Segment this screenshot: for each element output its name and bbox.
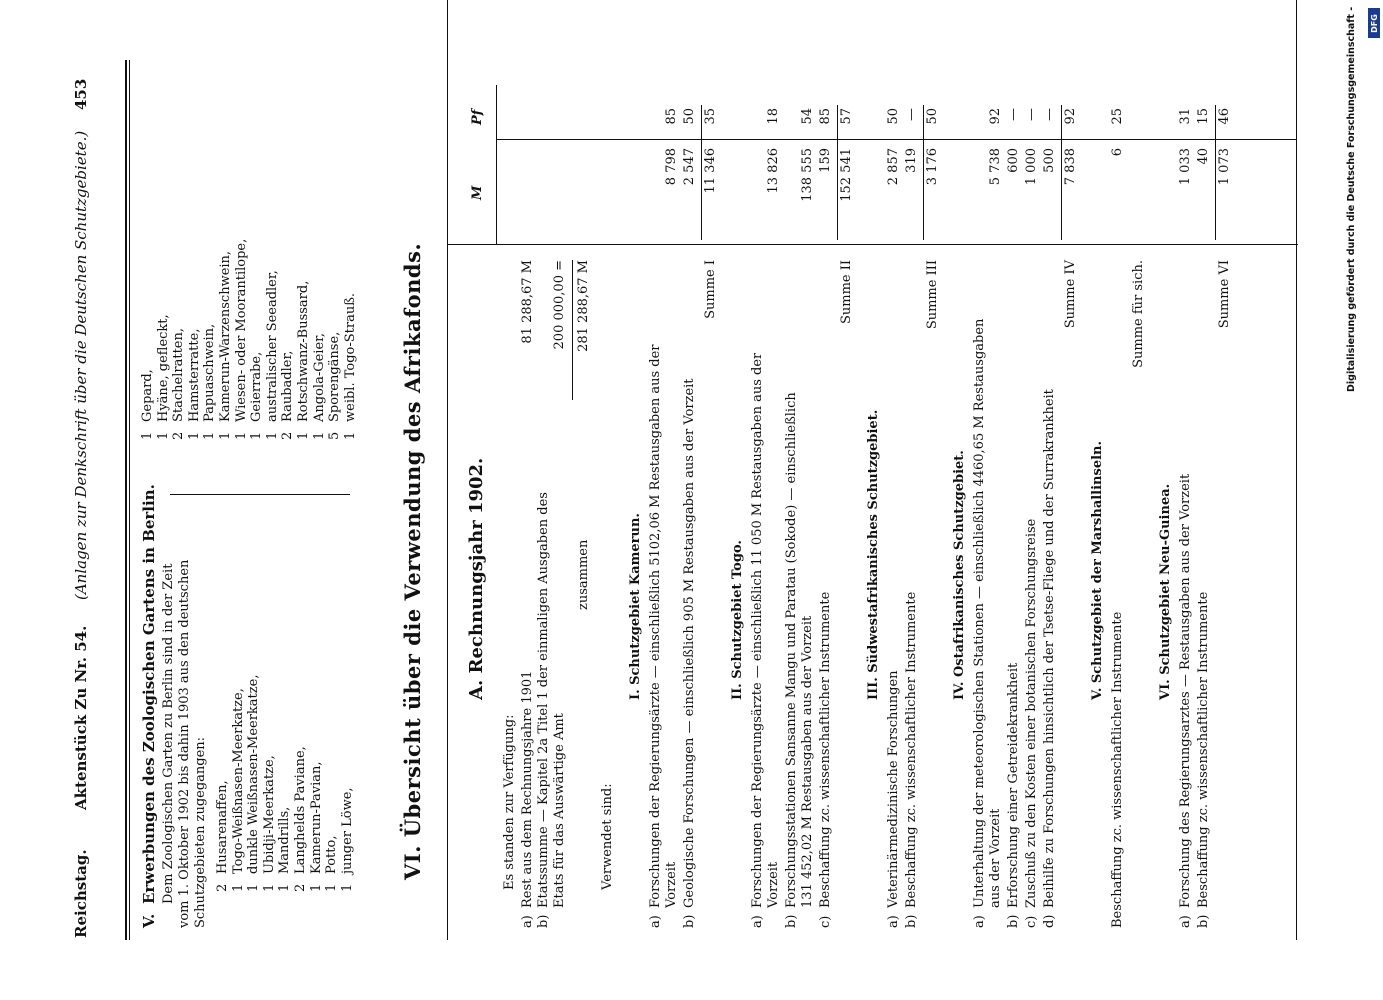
- animal-qty: 1: [233, 431, 249, 440]
- row-pf: —: [1042, 108, 1057, 121]
- animal-name: weibl. Togo-Strauß.: [342, 292, 358, 422]
- row-text: Beschaffung zc. wissenschaftlicher Instrumente: [1196, 591, 1211, 908]
- sum-label: Summe IV: [1063, 260, 1078, 329]
- animal-qty: 1: [339, 883, 355, 892]
- sum-mark: 11 346: [703, 148, 718, 194]
- animal-name: Sporengänse,: [327, 331, 343, 422]
- row-mark: 138 555: [800, 148, 815, 202]
- animal-qty: 1: [186, 431, 202, 440]
- row-label: b): [1006, 914, 1021, 928]
- row-mark: 600: [1006, 148, 1021, 173]
- animal-name: Hyäne, gefleckt,: [155, 314, 171, 422]
- animal-name: Papuaschwein,: [202, 323, 218, 422]
- animal-name: Kamerun-Warzenschwein,: [218, 250, 233, 422]
- row-pf: 54: [800, 108, 815, 125]
- animal-name: Togo-Weißnasen-Meerkatze,: [230, 688, 246, 874]
- dfg-logo: DFG: [1368, 8, 1380, 38]
- animal-name: Kamerun-Pavian,: [308, 761, 324, 874]
- animal-qty: 1: [261, 883, 277, 892]
- row-text: Unterhaltung der meteorologischen Stationen — einschließlich 4460,65 M Restausgaben: [972, 318, 987, 908]
- sum-label: Summe für sich.: [1131, 260, 1146, 368]
- row-pf: 31: [1178, 108, 1193, 125]
- row-mark: 6: [1110, 148, 1125, 157]
- row-mark: 319: [904, 148, 919, 173]
- animal-qty: 1: [277, 883, 293, 892]
- animal-qty: 1: [230, 883, 246, 892]
- animal-name: Raubadler,: [280, 350, 296, 422]
- row-mark: 159: [818, 148, 833, 173]
- zusammen-label: zusammen: [576, 539, 591, 610]
- animal-name: dunkle Weißnasen-Meerkatze,: [246, 674, 262, 874]
- sum-pf: 35: [703, 108, 718, 125]
- header-rule: [125, 60, 127, 940]
- animal-name: Hamsterratte,: [186, 328, 202, 422]
- row-text: Beschaffung zc. wissenschaftlicher Instrumente: [818, 591, 833, 908]
- row-text: Zuschuß zu den Kosten einer botanischen Forschungsreise: [1024, 518, 1039, 908]
- row-mark: 1 000: [1024, 148, 1039, 186]
- row-mark: 5 738: [988, 148, 1003, 186]
- table-top-rule: [447, 0, 448, 940]
- row-label: a): [972, 915, 987, 928]
- sum-label: Summe I: [703, 260, 718, 319]
- year-heading: A. Rechnungsjahr 1902.: [466, 457, 487, 700]
- row-text: Forschungen der Regierungsärzte — einschließlich 5102,06 M Restausgaben aus der: [648, 344, 663, 908]
- table-bottom-rule: [1296, 0, 1297, 940]
- row-pf: 15: [1196, 108, 1211, 125]
- row-pf: 50: [682, 108, 697, 125]
- row-pf: 92: [988, 108, 1003, 125]
- afrika-title: VI. Übersicht über die Verwendung des Afrikafonds.: [400, 242, 425, 880]
- zusammen-amount: 281 288,67 M: [576, 260, 591, 352]
- row-pf: 18: [766, 108, 781, 125]
- animal-qty: 1: [155, 431, 171, 440]
- section-heading: V. Schutzgebiet der Marshallinseln.: [1090, 440, 1105, 700]
- row-mark: 500: [1042, 148, 1057, 173]
- pf-column-rule: [496, 139, 1296, 140]
- row-label: c): [818, 915, 833, 928]
- animal-qty: 1: [218, 431, 233, 440]
- digitization-notice: Digitalisierung gefördert durch die Deutsche Forschungsgemeinschaft -: [1346, 6, 1357, 392]
- row-text: Beschaffung zc. wissenschaftlicher Instrumente: [904, 591, 919, 908]
- zoo-numeral: V.: [140, 913, 158, 928]
- animal-qty: 2: [171, 431, 187, 440]
- row-text: Forschung des Regierungsarztes — Restausgaben aus der Vorzeit: [1178, 473, 1193, 908]
- animal-qty: 2: [293, 883, 308, 892]
- animal-name: Wiesen- oder Moorantilope,: [233, 238, 249, 422]
- row-text: 131 452,02 M Restausgaben aus der Vorzeit: [800, 615, 815, 908]
- animal-name: Angola-Geier,: [311, 332, 327, 422]
- verwendet-label: Verwendet sind:: [600, 783, 615, 890]
- verfuegung-a-amount: 81 288,67 M: [520, 260, 535, 344]
- sum-rule: [1061, 105, 1062, 240]
- verfuegung-b-label: b): [536, 914, 551, 928]
- sum-pf: 92: [1063, 108, 1078, 125]
- row-text: Forschungsstationen Sansanne Mangu und Paratau (Sokode) — einschließlich: [784, 392, 799, 908]
- zoo-intro-1: Dem Zoologischen Garten zu Berlin sind in der Zeit: [161, 563, 176, 904]
- animal-qty: 5: [327, 431, 343, 440]
- row-label: a): [648, 915, 663, 928]
- header-left: Reichstag.: [72, 849, 90, 938]
- section-heading: II. Schutzgebiet Togo.: [730, 540, 745, 700]
- row-label: b): [904, 914, 919, 928]
- animal-name: Husarenaffen,: [215, 780, 230, 874]
- sum-label: Summe III: [925, 260, 940, 330]
- row-pf: 85: [664, 108, 679, 125]
- animal-qty: 1: [264, 431, 280, 440]
- animal-qty: 1: [308, 883, 324, 892]
- header-title: Aktenstück Zu Nr. 54.: [72, 625, 90, 810]
- animal-name: junger Löwe,: [339, 787, 355, 874]
- header-subtitle: (Anlagen zur Denkschrift über die Deutschen Schutzgebiete.): [72, 130, 90, 600]
- section-heading: VI. Schutzgebiet Neu-Guinea.: [1158, 483, 1173, 700]
- row-pf: 50: [886, 108, 901, 125]
- animal-name: australischer Seeadler,: [264, 270, 280, 422]
- row-text: Beschaffung zc. wissenschaftlicher Instrumente: [1110, 611, 1125, 928]
- sum-pf: 46: [1217, 108, 1232, 125]
- row-pf: —: [904, 108, 919, 121]
- verfuegung-intro: Es standen zur Verfügung:: [502, 714, 517, 890]
- zoo-intro-2: vom 1. Oktober 1902 bis dahin 1903 aus den deutschen: [177, 559, 192, 928]
- row-text: Forschungen der Regierungsärzte — einschließlich 11 050 M Restausgaben aus der: [750, 352, 765, 908]
- header-rule-thin: [129, 60, 130, 940]
- animal-qty: 1: [324, 883, 340, 892]
- row-mark: 40: [1196, 148, 1211, 165]
- section-heading: I. Schutzgebiet Kamerun.: [628, 513, 643, 700]
- row-mark: 2 857: [886, 148, 901, 186]
- sum-label: Summe VI: [1217, 260, 1232, 329]
- sum-mark: 7 838: [1063, 148, 1078, 186]
- row-label: b): [682, 914, 697, 928]
- row-text: Erforschung einer Getreidekrankheit: [1006, 662, 1021, 908]
- animal-name: Ubidji-Meerkatze,: [261, 755, 277, 874]
- animal-qty: 1: [246, 883, 262, 892]
- sum-rule: [837, 105, 838, 240]
- verfuegung-b-text-2: Etats für das Auswärtige Amt: [552, 713, 567, 908]
- animal-qty: 1: [342, 431, 358, 440]
- mark-column-rule: [448, 244, 1298, 245]
- zoo-intro-3: Schutzgebieten zugegangen:: [193, 736, 208, 928]
- animal-qty: 1: [202, 431, 218, 440]
- sum-label: Summe II: [839, 260, 854, 325]
- animal-qty: 1: [296, 431, 311, 440]
- row-label: a): [886, 915, 901, 928]
- animal-name: Gepard,: [140, 369, 155, 422]
- row-label: b): [1196, 914, 1211, 928]
- verfuegung-b-amount: 200 000,00 =: [552, 260, 567, 350]
- row-mark: 8 798: [664, 148, 679, 186]
- sum-mark: 1 073: [1217, 148, 1232, 186]
- row-text: Veterinärmedizinische Forschungen: [886, 670, 901, 908]
- row-text: Beihilfe zu Forschungen hinsichtlich der Tsetse-Fliege und der Surrakrankheit: [1042, 389, 1057, 908]
- section-heading: IV. Ostafrikanisches Schutzgebiet.: [952, 450, 967, 700]
- animal-qty: 2: [280, 431, 296, 440]
- sum-mark: 3 176: [925, 148, 940, 186]
- col-header-rule: [496, 85, 497, 245]
- animal-name: Geierrabe,: [249, 351, 265, 422]
- sum-rule: [1215, 105, 1216, 240]
- col-mark-header: M: [470, 185, 485, 200]
- row-label: b): [784, 914, 799, 928]
- zoo-title: Erwerbungen des Zoologischen Gartens in Berlin.: [140, 484, 158, 904]
- verfuegung-b-text-1: Etatssumme — Kapitel 2a Titel 1 der einmaligen Ausgaben des: [536, 492, 551, 908]
- row-text: Vorzeit: [664, 861, 679, 908]
- page-number: 453: [72, 78, 90, 110]
- sum-mark: 152 541: [839, 148, 854, 202]
- animal-qty: 2: [215, 883, 230, 892]
- animal-name: Potto,: [324, 835, 340, 874]
- col-pf-header: Pf: [470, 109, 485, 125]
- digitization-stamp: [1338, 0, 1383, 1000]
- animal-name: Mandrills,: [277, 806, 293, 874]
- row-mark: 1 033: [1178, 148, 1193, 186]
- row-text: Geologische Forschungen — einschließlich 905 M Restausgaben aus der Vorzeit: [682, 378, 697, 908]
- section-heading: III. Südwestafrikanisches Schutzgebiet.: [866, 409, 881, 700]
- row-text: aus der Vorzeit: [988, 808, 1003, 908]
- verfuegung-a-label: a): [520, 915, 535, 928]
- zusammen-rule: [572, 260, 573, 400]
- animal-qty: 1: [311, 431, 327, 440]
- animal-name: Stachelratten,: [171, 328, 187, 422]
- row-label: d): [1042, 914, 1057, 928]
- verfuegung-a-text: Rest aus dem Rechnungsjahre 1901: [520, 670, 535, 908]
- zoo-divider: [170, 494, 350, 495]
- row-label: a): [1178, 915, 1193, 928]
- row-label: c): [1024, 915, 1039, 928]
- animal-name: Langhelds Paviane,: [293, 746, 308, 874]
- row-pf: —: [1006, 108, 1021, 121]
- animal-qty: 1: [249, 431, 265, 440]
- sum-rule: [701, 105, 702, 240]
- row-mark: 13 826: [766, 148, 781, 194]
- row-pf: —: [1024, 108, 1039, 121]
- row-pf: 85: [818, 108, 833, 125]
- animal-name: Rotschwanz-Bussard,: [296, 280, 311, 422]
- row-text: Vorzeit: [766, 861, 781, 908]
- sum-pf: 50: [925, 108, 940, 125]
- animal-qty: 1: [140, 431, 155, 440]
- sum-rule: [923, 105, 924, 240]
- row-label: a): [750, 915, 765, 928]
- sum-pf: 57: [839, 108, 854, 125]
- row-pf: 25: [1110, 108, 1125, 125]
- row-mark: 2 547: [682, 148, 697, 186]
